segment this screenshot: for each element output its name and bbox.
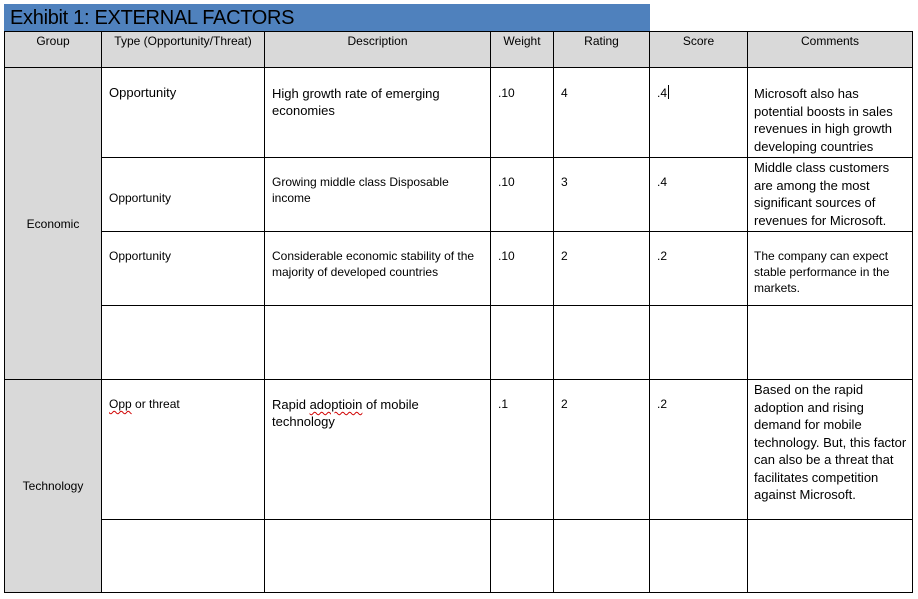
type-cell[interactable]: Opportunity — [102, 158, 265, 232]
description-text: of mobile technology — [272, 397, 419, 429]
exhibit-title: Exhibit 1: EXTERNAL FACTORS — [10, 6, 295, 29]
table-row — [5, 68, 913, 158]
header-description: Description — [265, 32, 491, 68]
rating-cell[interactable]: 3 — [554, 158, 650, 232]
table-row-empty — [5, 306, 913, 380]
rating-cell[interactable]: 2 — [554, 232, 650, 306]
score-value: .4 — [657, 86, 668, 100]
score-cell[interactable]: .2 — [650, 380, 748, 520]
table-row — [5, 232, 913, 306]
weight-cell-empty[interactable] — [491, 306, 554, 380]
exhibit-title-banner — [4, 4, 650, 32]
weight-cell[interactable]: .1 — [491, 380, 554, 520]
comment-cell[interactable]: Middle class customers are among the most significant sources of revenues for Microsoft. — [748, 158, 913, 232]
rating-cell[interactable]: 4 — [554, 68, 650, 158]
description-cell[interactable]: Considerable economic stability of the majority of developed countries — [265, 232, 491, 306]
type-cell[interactable] — [102, 380, 265, 520]
score-cell[interactable]: .2 — [650, 232, 748, 306]
rating-cell-empty[interactable] — [554, 306, 650, 380]
table-row — [5, 380, 913, 520]
type-text: or threat — [131, 397, 180, 411]
type-cell[interactable]: Opportunity — [102, 68, 265, 158]
type-cell[interactable]: Opportunity — [102, 232, 265, 306]
score-cell-active[interactable] — [650, 68, 748, 158]
header-comments: Comments — [748, 32, 913, 68]
weight-cell[interactable]: .10 — [491, 158, 554, 232]
header-type: Type (Opportunity/Threat) — [102, 32, 265, 68]
weight-cell[interactable]: .10 — [491, 68, 554, 158]
description-cell[interactable]: Growing middle class Disposable income — [265, 158, 491, 232]
external-factors-table — [4, 31, 913, 593]
comment-cell-empty[interactable] — [748, 520, 913, 593]
header-rating: Rating — [554, 32, 650, 68]
description-cell-empty[interactable] — [265, 306, 491, 380]
description-cell[interactable]: High growth rate of emerging economies — [265, 68, 491, 158]
description-cell-empty[interactable] — [265, 520, 491, 593]
score-cell-empty[interactable] — [650, 306, 748, 380]
table-row-empty — [5, 520, 913, 593]
comment-cell[interactable]: Microsoft also has potential boosts in sales revenues in high growth developing countries — [748, 68, 913, 158]
weight-cell-empty[interactable] — [491, 520, 554, 593]
header-row — [5, 32, 913, 68]
comment-cell[interactable]: Based on the rapid adoption and rising demand for mobile technology. But, this factor can also be a threat that facilitates competition against Microsoft. — [748, 380, 913, 520]
rating-cell-empty[interactable] — [554, 520, 650, 593]
comment-cell[interactable]: The company can expect stable performance in the markets. — [748, 232, 913, 306]
header-group: Group — [5, 32, 102, 68]
weight-cell[interactable]: .10 — [491, 232, 554, 306]
text-cursor — [668, 85, 669, 99]
spelling-flag: adoptioin — [309, 397, 363, 412]
comment-cell-empty[interactable] — [748, 306, 913, 380]
rating-cell[interactable]: 2 — [554, 380, 650, 520]
table-row — [5, 158, 913, 232]
group-technology: Technology — [5, 380, 102, 593]
score-cell-empty[interactable] — [650, 520, 748, 593]
group-economic: Economic — [5, 68, 102, 380]
header-score: Score — [650, 32, 748, 68]
description-cell[interactable] — [265, 380, 491, 520]
spelling-flag: Opp — [109, 397, 132, 411]
score-cell[interactable]: .4 — [650, 158, 748, 232]
type-cell-empty[interactable] — [102, 306, 265, 380]
header-weight: Weight — [491, 32, 554, 68]
description-text: Rapid — [272, 397, 310, 412]
type-cell-empty[interactable] — [102, 520, 265, 593]
